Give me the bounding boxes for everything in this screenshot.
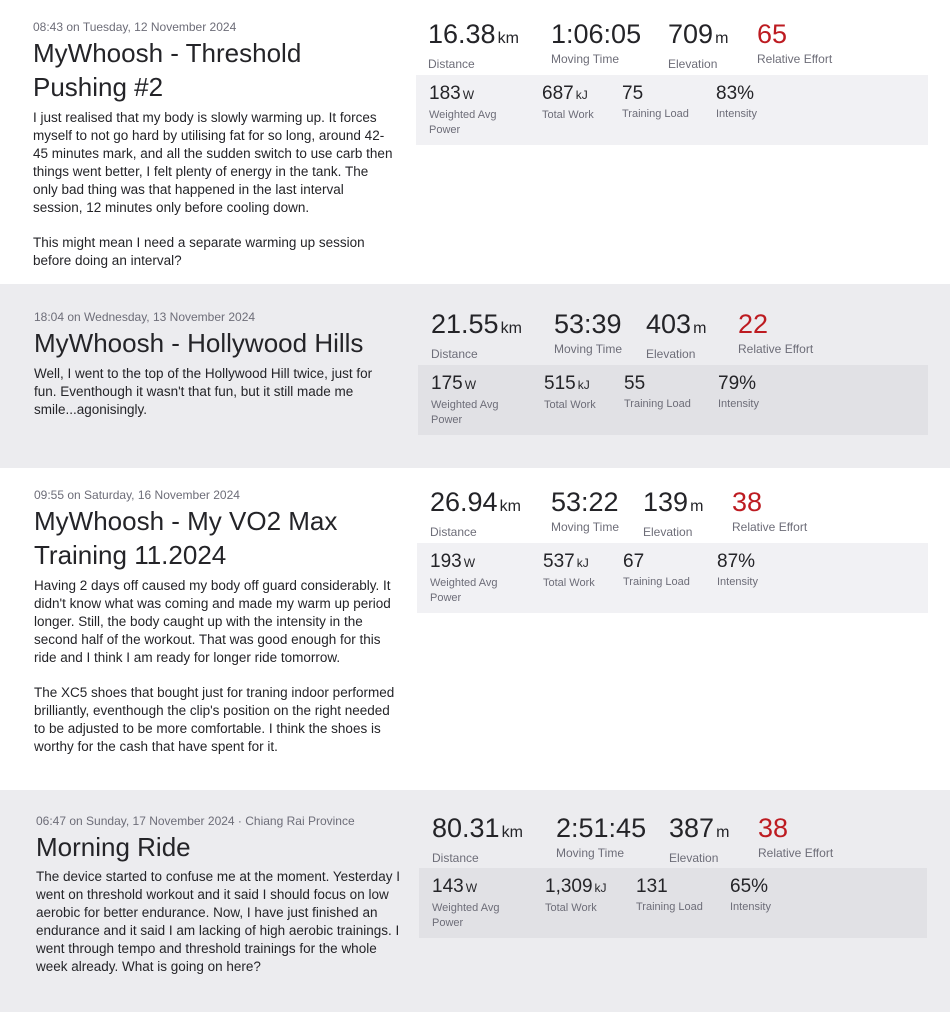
training-load-stat [622, 81, 689, 122]
secondary-stats [416, 75, 928, 145]
weighted-power-stat [429, 81, 519, 138]
power-value: 193 [430, 551, 462, 572]
weighted-power-stat [431, 371, 521, 428]
activity-description [34, 365, 396, 419]
description-paragraph: I just realised that my body is slowly warming up. It forces myself to not go hard by utilising fat for so long, around 42-45 minutes mark, and all the sudden switch to use carb then things went better, I felt plenty of energy in the tank. The only bad thing was that happened in the last interval session, 12 minutes only before cooling down. [33, 110, 393, 215]
activity-timestamp: 18:04 on Wednesday, 13 November 2024 [34, 310, 256, 324]
relative-effort-value: 65 [757, 19, 788, 49]
elevation-stat [669, 811, 729, 865]
distance-unit: km [497, 30, 519, 47]
intensity-value: 65% [730, 876, 769, 897]
activity-timestamp: 06:47 on Sunday, 17 November 2024 · Chiang Rai Province [36, 814, 355, 828]
moving-time-value: 1:06:05 [551, 19, 642, 49]
elevation-label: Elevation [646, 347, 696, 361]
intensity-stat [716, 81, 757, 122]
training-load-stat [636, 874, 703, 915]
distance-label: Distance [432, 851, 479, 865]
activity-card [0, 0, 950, 284]
work-label: Total Work [545, 902, 597, 914]
relative-effort-label: Relative Effort [732, 520, 808, 534]
activity-card [0, 790, 950, 1012]
work-value: 515 [544, 373, 576, 394]
relative-effort-value: 22 [738, 309, 769, 339]
work-unit: kJ [576, 556, 589, 570]
moving-time-value: 53:22 [551, 487, 619, 517]
intensity-value: 83% [716, 83, 755, 104]
elevation-label: Elevation [643, 525, 693, 539]
description-paragraph: Well, I went to the top of the Hollywood Hill twice, just for fun. Eventhough it wasn't that fun, but it still made me smile...agonisingly. [34, 366, 373, 417]
elevation-label: Elevation [668, 57, 718, 71]
description-paragraph: Having 2 days off caused my body off guard considerably. It didn't know what was coming and made my warm up period longer. Still, the body caught up with the intensity in the second half of the workout. That was good enough for this ride and I think I am ready for longer ride tomorrow. [34, 578, 391, 665]
work-label: Total Work [543, 577, 595, 589]
elevation-label: Elevation [669, 851, 719, 865]
intensity-stat [718, 371, 759, 412]
description-paragraph: This might mean I need a separate warming up session before doing an interval? [33, 235, 365, 268]
moving-time-stat [551, 17, 641, 66]
elevation-unit: m [693, 320, 707, 337]
distance-label: Distance [430, 525, 477, 539]
power-unit: W [465, 881, 478, 895]
activity-description [36, 868, 406, 976]
relative-effort-label: Relative Effort [738, 342, 814, 356]
moving-time-stat [556, 811, 646, 860]
intensity-label: Intensity [717, 576, 758, 588]
distance-unit: km [499, 498, 521, 515]
distance-label: Distance [428, 57, 475, 71]
elevation-value: 403 [646, 309, 692, 339]
load-value: 55 [624, 373, 646, 394]
activity-title[interactable]: Morning Ride [36, 832, 191, 862]
intensity-label: Intensity [718, 398, 759, 410]
load-label: Training Load [636, 901, 703, 913]
total-work-stat [545, 874, 607, 916]
distance-value: 16.38 [428, 19, 496, 49]
intensity-value: 79% [718, 373, 757, 394]
distance-label: Distance [431, 347, 478, 361]
intensity-stat [717, 549, 758, 590]
relative-effort-label: Relative Effort [758, 846, 834, 860]
relative-effort-stat[interactable] [758, 811, 833, 860]
relative-effort-stat[interactable] [738, 307, 813, 356]
work-unit: kJ [594, 881, 607, 895]
secondary-stats [418, 365, 928, 435]
work-label: Total Work [542, 109, 594, 121]
relative-effort-label: Relative Effort [757, 52, 833, 66]
intensity-stat [730, 874, 771, 915]
work-value: 537 [543, 551, 575, 572]
relative-effort-value: 38 [732, 487, 763, 517]
power-value: 175 [431, 373, 463, 394]
distance-value: 26.94 [430, 487, 498, 517]
distance-unit: km [500, 320, 522, 337]
elevation-value: 709 [668, 19, 714, 49]
distance-stat [431, 307, 522, 361]
elevation-unit: m [716, 824, 730, 841]
description-paragraph: The device started to confuse me at the moment. Yesterday I went on threshold workout and it said I should focus on low aerobic for better endurance. Now, I have just finished an endurance and it said I am lacking of high aerobic trainings. I went through tempo and threshold trainings for the whole week already. What is going on here? [36, 869, 400, 974]
work-label: Total Work [544, 399, 596, 411]
training-load-stat [623, 549, 690, 590]
moving-time-stat [554, 307, 622, 356]
secondary-stats [417, 543, 928, 613]
description-paragraph: The XC5 shoes that bought just for traning indoor performed brilliantly, eventhough the clip's position on the right needed to be adjusted to be more comfortable. I think the shoes is worthy for the cash that have spent for it. [34, 685, 395, 754]
distance-stat [430, 485, 521, 539]
intensity-label: Intensity [730, 901, 771, 913]
load-label: Training Load [624, 398, 691, 410]
activity-title[interactable]: MyWhoosh - Threshold Pushing #2 [33, 38, 302, 102]
work-unit: kJ [575, 88, 588, 102]
moving-time-label: Moving Time [556, 846, 625, 860]
relative-effort-stat[interactable] [757, 17, 832, 66]
distance-value: 21.55 [431, 309, 499, 339]
power-unit: W [464, 378, 477, 392]
secondary-stats [419, 868, 927, 938]
elevation-unit: m [715, 30, 729, 47]
power-label: Weighted Avg Power [430, 577, 498, 604]
distance-value: 80.31 [432, 813, 500, 843]
intensity-value: 87% [717, 551, 756, 572]
power-label: Weighted Avg Power [431, 399, 499, 426]
power-unit: W [462, 88, 475, 102]
load-label: Training Load [623, 576, 690, 588]
load-value: 131 [636, 876, 668, 897]
training-load-stat [624, 371, 691, 412]
moving-time-label: Moving Time [554, 342, 623, 356]
weighted-power-stat [430, 549, 520, 606]
power-value: 183 [429, 83, 461, 104]
total-work-stat [544, 371, 596, 413]
power-label: Weighted Avg Power [432, 902, 500, 929]
elevation-stat [668, 17, 728, 71]
total-work-stat [542, 81, 594, 123]
moving-time-label: Moving Time [551, 52, 620, 66]
distance-stat [432, 811, 523, 865]
activity-card [0, 284, 950, 468]
activity-timestamp: 09:55 on Saturday, 16 November 2024 [34, 488, 240, 502]
relative-effort-stat[interactable] [732, 485, 807, 534]
power-label: Weighted Avg Power [429, 109, 497, 136]
activity-title[interactable]: MyWhoosh - Hollywood Hills [34, 328, 364, 358]
activity-title[interactable]: MyWhoosh - My VO2 Max Training 11.2024 [34, 506, 338, 570]
intensity-label: Intensity [716, 108, 757, 120]
elevation-value: 387 [669, 813, 715, 843]
moving-time-label: Moving Time [551, 520, 620, 534]
weighted-power-stat [432, 874, 522, 931]
elevation-value: 139 [643, 487, 689, 517]
elevation-stat [643, 485, 703, 539]
work-unit: kJ [577, 378, 590, 392]
total-work-stat [543, 549, 595, 591]
activity-timestamp: 08:43 on Tuesday, 12 November 2024 [33, 20, 237, 34]
power-value: 143 [432, 876, 464, 897]
work-value: 687 [542, 83, 574, 104]
moving-time-value: 53:39 [554, 309, 622, 339]
activity-card [0, 468, 950, 790]
activity-description [34, 577, 402, 756]
load-value: 67 [623, 551, 645, 572]
moving-time-value: 2:51:45 [556, 813, 647, 843]
load-label: Training Load [622, 108, 689, 120]
work-value: 1,309 [545, 876, 593, 897]
distance-unit: km [501, 824, 523, 841]
activity-description [33, 109, 393, 270]
load-value: 75 [622, 83, 644, 104]
distance-stat [428, 17, 519, 71]
power-unit: W [463, 556, 476, 570]
elevation-stat [646, 307, 706, 361]
elevation-unit: m [690, 498, 704, 515]
relative-effort-value: 38 [758, 813, 789, 843]
moving-time-stat [551, 485, 619, 534]
